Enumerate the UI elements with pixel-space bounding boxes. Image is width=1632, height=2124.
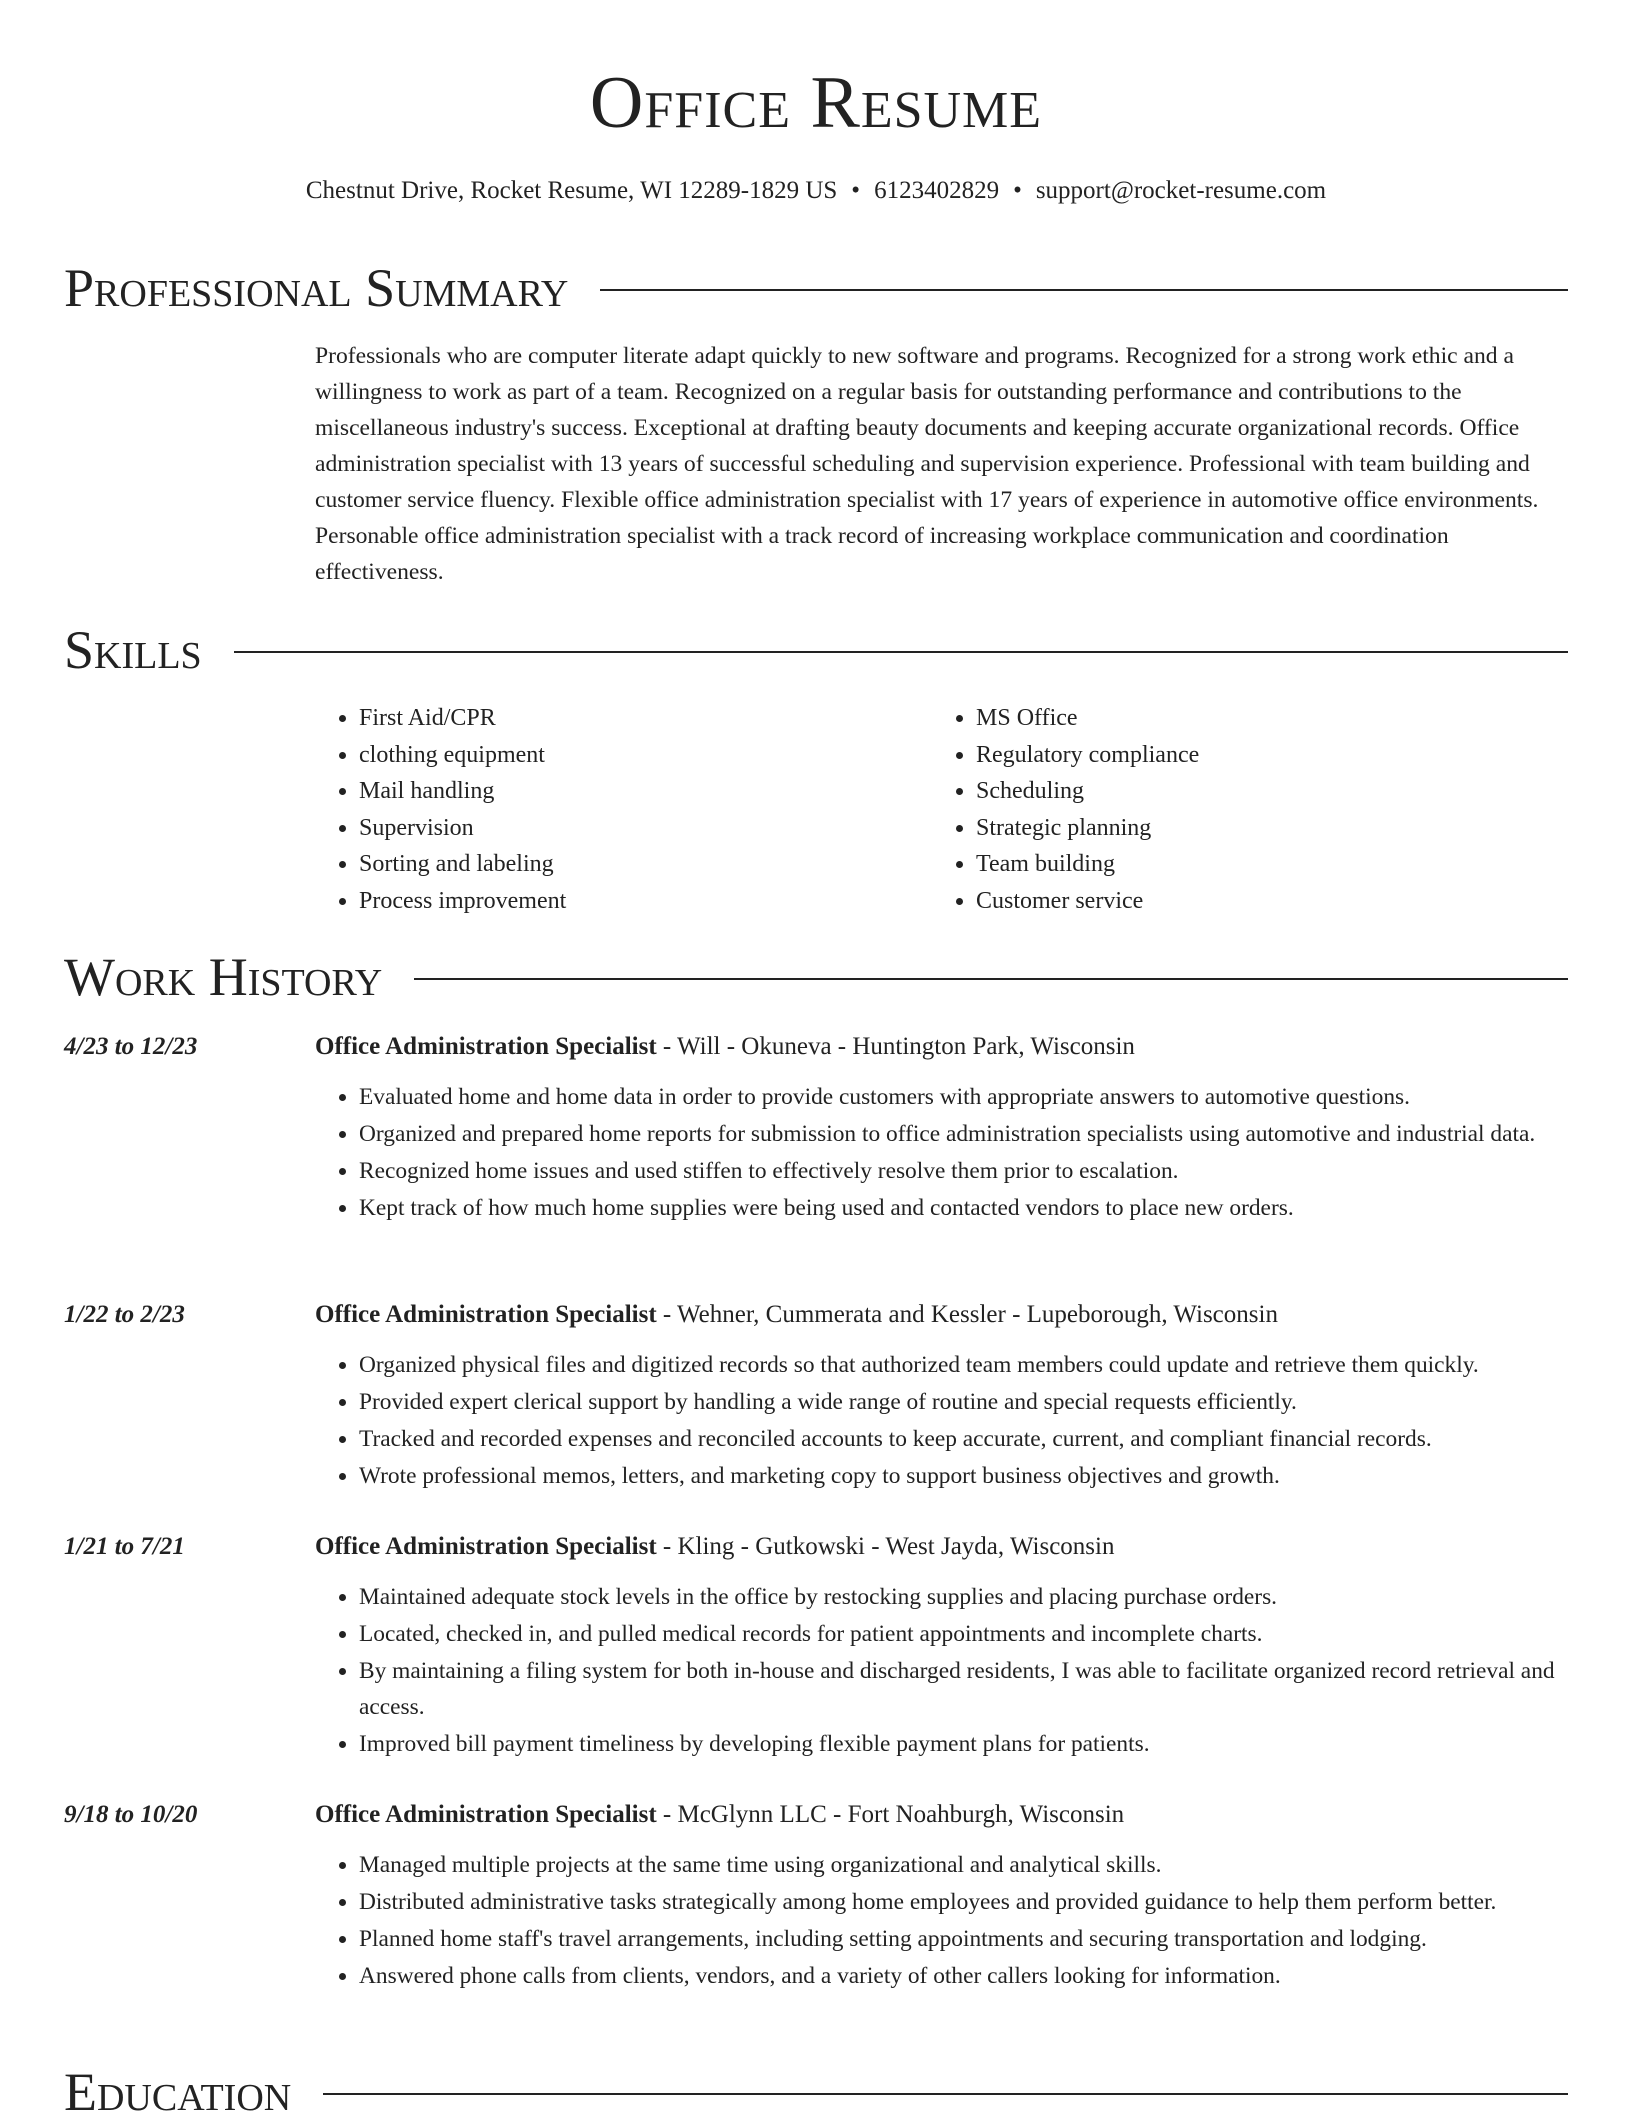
job-bullet: • Provided expert clerical support by handling a wide range of routine and special requests efficiently. — [359, 1384, 1568, 1420]
section-title: Professional Summary — [64, 258, 569, 318]
job-dates: 9/18 to 10/20 — [64, 1801, 198, 1828]
summary-text: Professionals who are computer literate adapt quickly to new software and programs. Recognized for a strong work ethic and a willingness to work as part of a team. Recognized on a regular basis for outstanding performance and contributions to the miscellaneous industry's success. Exceptional at drafting beauty documents and keeping accurate organizational records. Office administration specialist with 13 years of successful scheduling and supervision experience. Professional with team building and customer service fluency. Flexible office administration specialist with 17 years of experience in automotive office environments. Personable office administration specialist with a track record of increasing workplace communication and coordination effectiveness. — [315, 343, 1539, 585]
job-bullet: • Organized physical files and digitized records so that authorized team members could update and retrieve them quickly. — [359, 1347, 1568, 1383]
job-company: - McGlynn LLC - Fort Noahburgh, Wisconsin — [656, 1801, 1125, 1828]
section-skills-heading — [64, 618, 1568, 682]
skill-item: • Strategic planning — [976, 810, 1549, 847]
job-bullet: • Kept track of how much home supplies were being used and contacted vendors to place new orders. — [359, 1190, 1568, 1226]
job-title: Office Administration Specialist — [315, 1801, 657, 1828]
job-company: - Wehner, Cummerata and Kessler - Lupeborough, Wisconsin — [656, 1301, 1278, 1328]
job-bullet: • Located, checked in, and pulled medical records for patient appointments and incomplete charts. — [359, 1616, 1568, 1652]
job-bullet: • Distributed administrative tasks strategically among home employees and provided guidance to help them perform better. — [359, 1884, 1568, 1920]
job-role — [315, 1529, 1114, 1565]
resume-name: Office Resume — [589, 62, 1043, 144]
section-summary-heading — [64, 256, 1568, 320]
job-bullet: • Planned home staff's travel arrangements, including setting appointments and securing transportation and lodging. — [359, 1921, 1568, 1957]
section-work-heading — [64, 945, 1568, 1009]
skill-item: • Customer service — [976, 883, 1549, 920]
contact-separator: • — [1013, 177, 1022, 204]
job-bullet: • Maintained adequate stock levels in the office by restocking supplies and placing purchase orders. — [359, 1579, 1568, 1615]
job-company: - Will - Okuneva - Huntington Park, Wisconsin — [656, 1033, 1135, 1060]
job-bullet: • By maintaining a filing system for both in-house and discharged residents, I was able to facilitate organized record retrieval and access. — [359, 1653, 1568, 1725]
skill-item: • Scheduling — [976, 773, 1549, 810]
skill-item: • Regulatory compliance — [976, 737, 1549, 774]
contact-email: support@rocket-resume.com — [1035, 177, 1327, 204]
job-title: Office Administration Specialist — [315, 1301, 657, 1328]
job-bullet: • Answered phone calls from clients, vendors, and a variety of other callers looking for information. — [359, 1958, 1568, 1994]
section-title: Education — [64, 2062, 292, 2122]
section-divider — [323, 2093, 1568, 2095]
job-dates: 1/22 to 2/23 — [64, 1301, 185, 1328]
job-dates: 1/21 to 7/21 — [64, 1533, 185, 1560]
skills-column-left — [315, 700, 932, 919]
job-header — [64, 1029, 1568, 1065]
skills-column-right — [932, 700, 1549, 919]
job-bullet: • Organized and prepared home reports for submission to office administration specialists using automotive and industrial data. — [359, 1116, 1568, 1152]
skill-item: • MS Office — [976, 700, 1549, 737]
section-education-heading — [64, 2060, 1568, 2124]
contact-separator: • — [851, 177, 861, 204]
skill-item: • Supervision — [359, 810, 932, 847]
skill-item: • Mail handling — [359, 773, 932, 810]
job-entry — [64, 1529, 1568, 1763]
job-header — [64, 1529, 1568, 1565]
job-title: Office Administration Specialist — [315, 1033, 657, 1060]
section-title: Work History — [64, 947, 383, 1007]
skill-item: • Sorting and labeling — [359, 846, 932, 883]
job-header — [64, 1297, 1568, 1333]
job-entry — [64, 1297, 1568, 1495]
job-bullet: • Wrote professional memos, letters, and marketing copy to support business objectives and growth. — [359, 1458, 1568, 1494]
skill-item: • Team building — [976, 846, 1549, 883]
job-role — [315, 1297, 1278, 1333]
job-title: Office Administration Specialist — [315, 1533, 657, 1560]
contact-address: Chestnut Drive, Rocket Resume, WI 12289-1829 US — [305, 177, 838, 204]
job-bullet: • Recognized home issues and used stiffen to effectively resolve them prior to escalation. — [359, 1153, 1568, 1189]
job-bullets — [315, 1847, 1568, 1994]
section-divider — [600, 289, 1568, 291]
section-divider — [234, 651, 1568, 653]
section-divider — [414, 978, 1568, 980]
contact-phone: 6123402829 — [874, 177, 1000, 204]
job-bullet: • Tracked and recorded expenses and reconciled accounts to keep accurate, current, and compliant financial records. — [359, 1421, 1568, 1457]
job-bullet: • Evaluated home and home data in order to provide customers with appropriate answers to automotive questions. — [359, 1079, 1568, 1115]
skill-item: • First Aid/CPR — [359, 700, 932, 737]
job-entry — [64, 1029, 1568, 1227]
job-entry — [64, 1797, 1568, 1995]
skills-grid — [315, 700, 1568, 919]
job-role — [315, 1029, 1135, 1065]
skill-item: • Process improvement — [359, 883, 932, 920]
job-bullet: • Managed multiple projects at the same time using organizational and analytical skills. — [359, 1847, 1568, 1883]
job-bullets — [315, 1079, 1568, 1226]
job-bullets — [315, 1347, 1568, 1494]
contact-line — [0, 173, 1632, 209]
skill-item: • clothing equipment — [359, 737, 932, 774]
job-dates: 4/23 to 12/23 — [64, 1033, 198, 1060]
job-company: - Kling - Gutkowski - West Jayda, Wisconsin — [656, 1533, 1115, 1560]
job-header — [64, 1797, 1568, 1833]
job-role — [315, 1797, 1124, 1833]
job-bullet: • Improved bill payment timeliness by developing flexible payment plans for patients. — [359, 1726, 1568, 1762]
job-bullets — [315, 1579, 1568, 1762]
section-title: Skills — [64, 620, 202, 680]
